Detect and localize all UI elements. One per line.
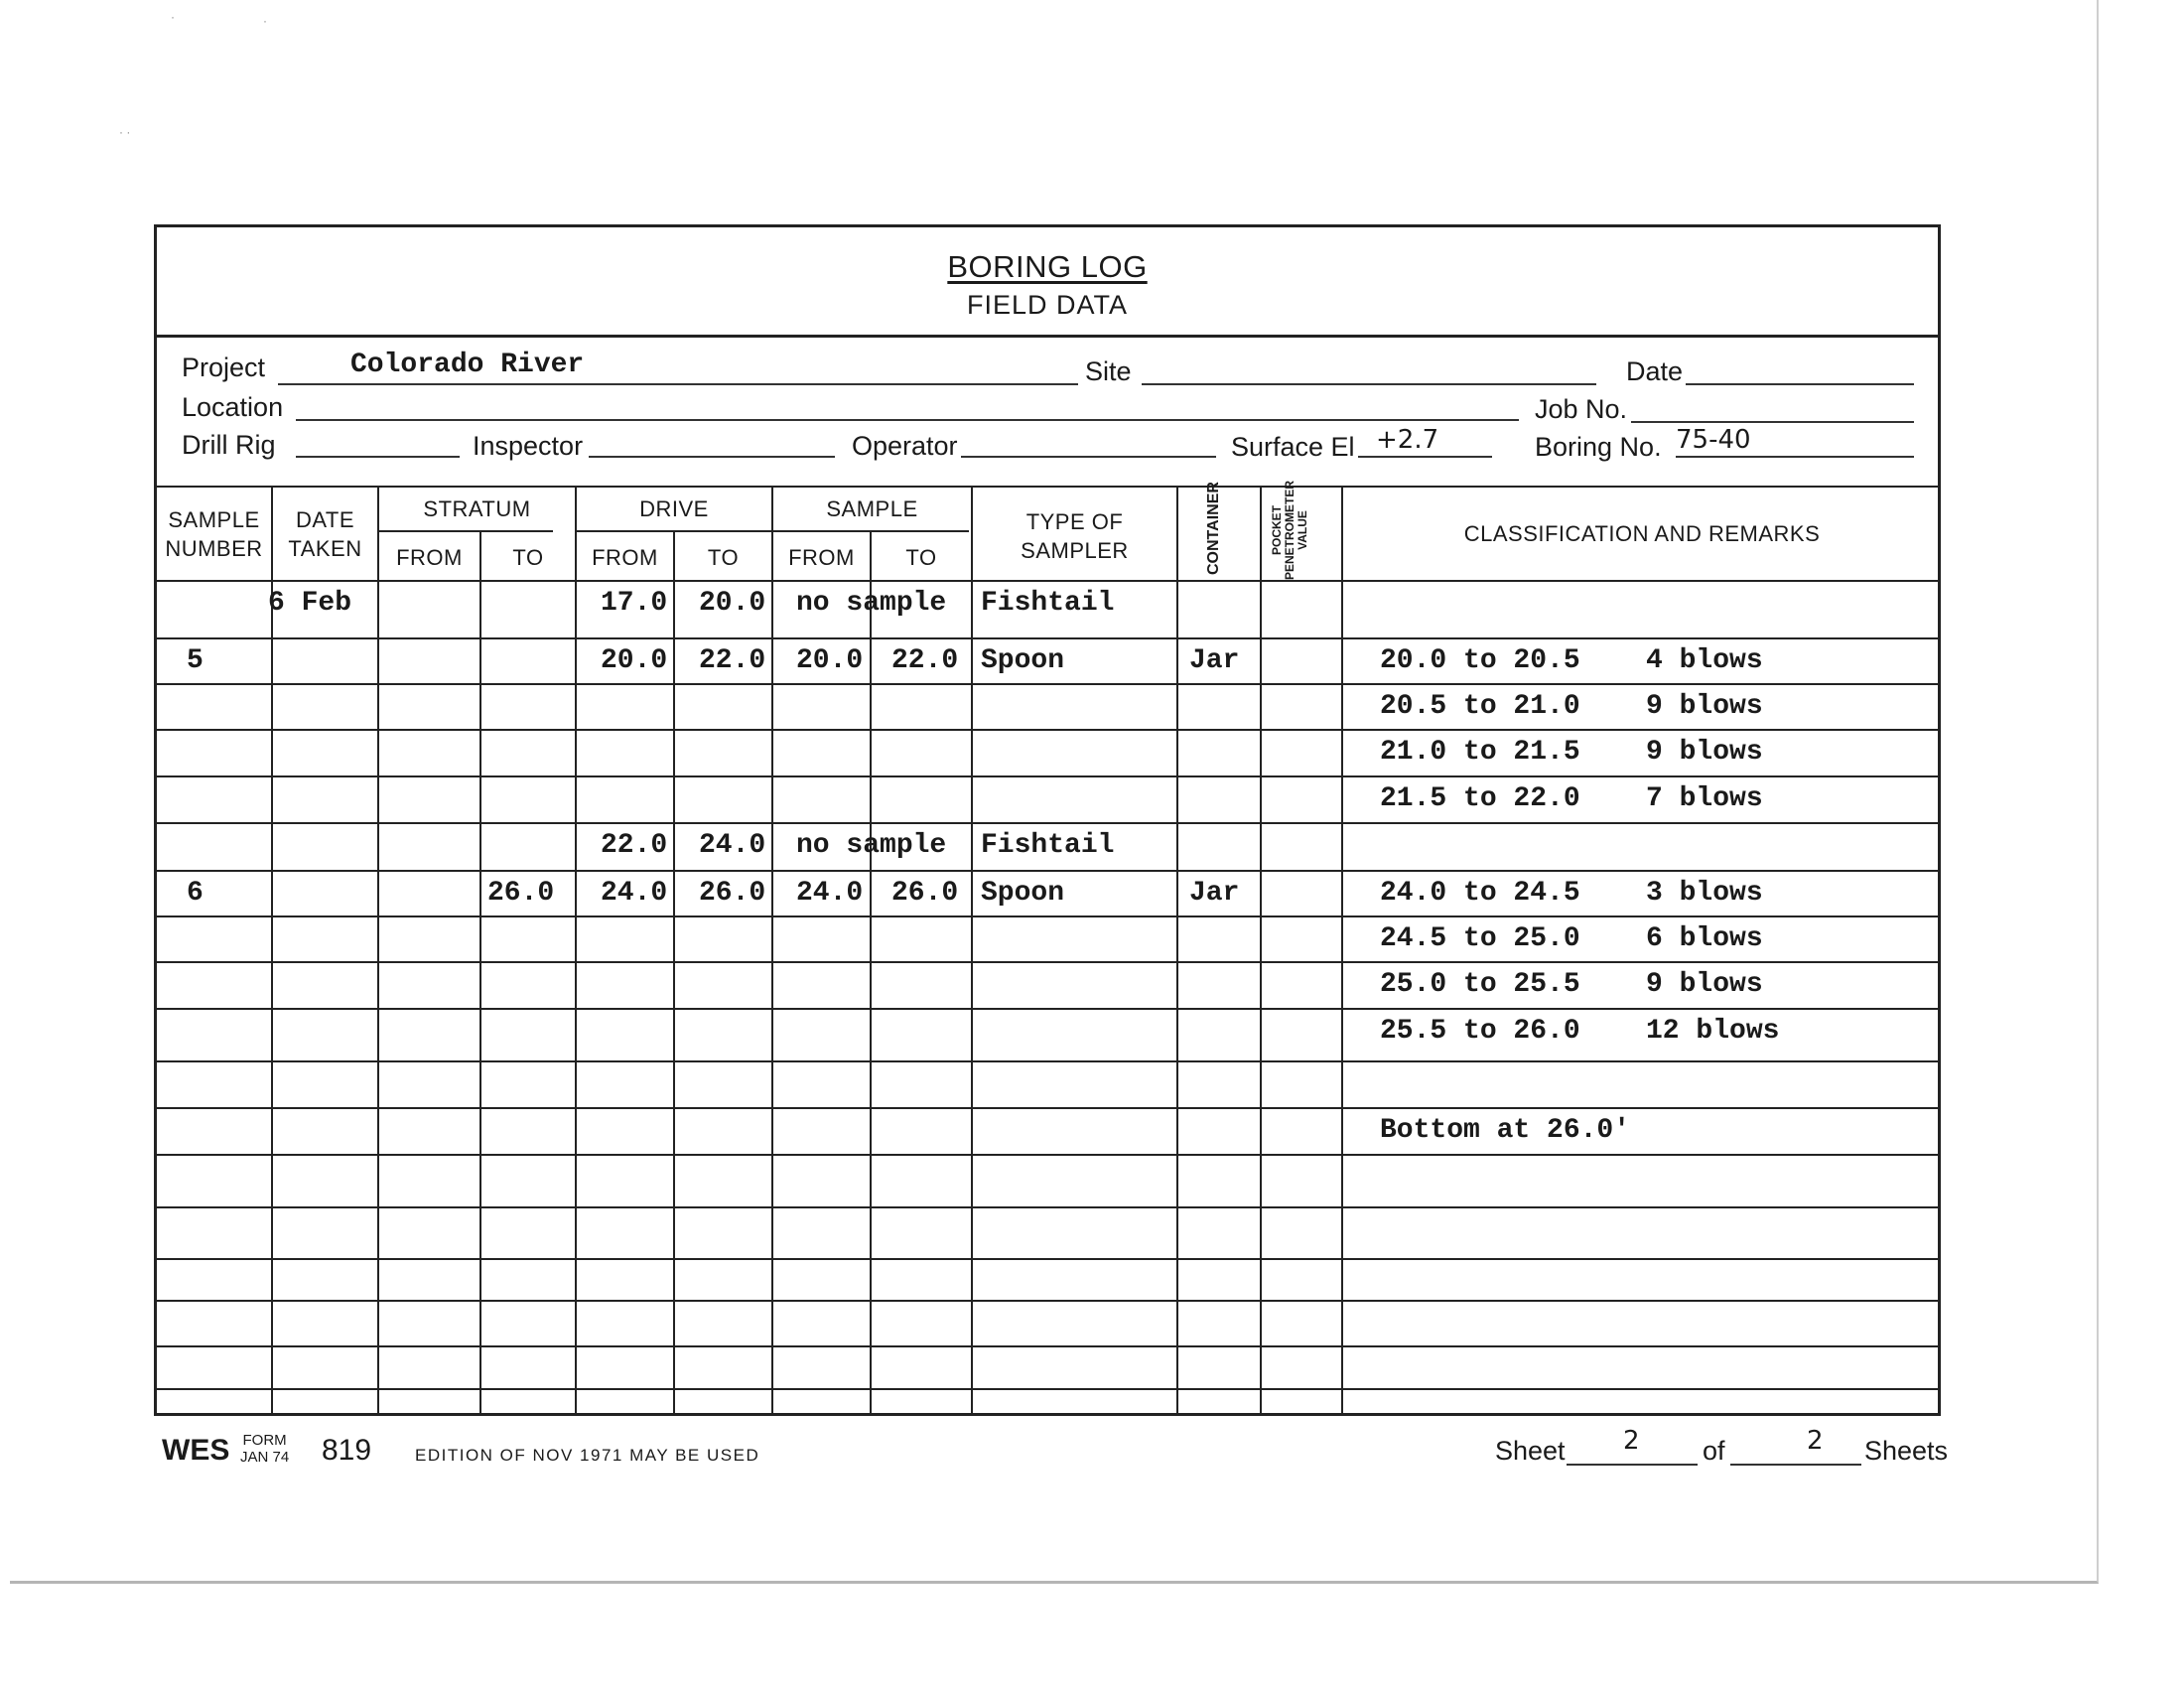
boring-no-value: 75-40 (1676, 425, 1751, 455)
sample-to-cell: 26.0 (891, 878, 959, 909)
sampler-type-cell: Spoon (981, 645, 1065, 676)
form-number: 819 (322, 1434, 372, 1467)
edition-note: EDITION OF NOV 1971 MAY BE USED (415, 1446, 760, 1465)
drive-to-cell: 24.0 (699, 830, 766, 861)
row-rule (157, 775, 1938, 777)
remark-range-cell: 25.0 to 25.5 (1380, 969, 1580, 1000)
header-bottom-rule (157, 580, 1938, 582)
row-rule (157, 1258, 1938, 1260)
project-value: Colorado River (350, 350, 585, 380)
row-rule (157, 683, 1938, 685)
row-rule (157, 1154, 1938, 1156)
row-rule (157, 1388, 1938, 1390)
col-divider (971, 486, 973, 1416)
surface-el-field[interactable] (1358, 456, 1492, 458)
form-title: BORING LOG (947, 249, 1148, 284)
date-taken-cell: 6 Feb (268, 588, 352, 619)
container-cell: Jar (1189, 645, 1240, 676)
site-label: Site (1085, 356, 1132, 386)
row-rule (157, 1060, 1938, 1062)
sampler-type-cell: Fishtail (981, 588, 1115, 619)
drive-from-cell: 22.0 (601, 830, 668, 861)
project-field[interactable] (278, 383, 1078, 385)
col-divider (575, 486, 577, 1416)
drive-from-cell: 24.0 (601, 878, 668, 909)
remark-range-cell: 25.5 to 26.0 (1380, 1016, 1580, 1047)
remark-range-cell: 24.5 to 25.0 (1380, 923, 1580, 954)
drill-rig-label: Drill Rig (182, 430, 276, 460)
remark-blows-cell: 9 blows (1646, 691, 1763, 722)
location-label: Location (182, 392, 284, 422)
table-top-border (157, 486, 1938, 488)
remark-blows-cell: 6 blows (1646, 923, 1763, 954)
remark-blows-cell: 9 blows (1646, 969, 1763, 1000)
date-field[interactable] (1686, 383, 1914, 385)
drive-to-cell: 20.0 (699, 588, 766, 619)
sampler-type-cell: Fishtail (981, 830, 1115, 861)
remark-range-cell: 20.0 to 20.5 (1380, 645, 1580, 676)
sample-header: SAMPLE (826, 496, 918, 521)
col-divider (377, 486, 379, 1416)
stratum-subrule (379, 530, 553, 532)
drill-rig-field[interactable] (296, 456, 460, 458)
row-rule (157, 1345, 1938, 1347)
row-rule (157, 1008, 1938, 1010)
row-rule (157, 822, 1938, 824)
drive-to-cell: 26.0 (699, 878, 766, 909)
sample-to-cell: 22.0 (891, 645, 959, 676)
row-rule (157, 729, 1938, 731)
site-field[interactable] (1142, 383, 1596, 385)
project-label: Project (182, 352, 266, 382)
row-rule (157, 637, 1938, 639)
drive-from-cell: 20.0 (601, 645, 668, 676)
surface-el-label: Surface El (1231, 432, 1355, 462)
scan-speck: · (263, 14, 267, 28)
surface-el-value: +2.7 (1376, 425, 1439, 455)
sample-number-header: SAMPLE NUMBER (165, 507, 263, 561)
sample-from-header: FROM (788, 545, 855, 570)
remark-range-cell: 24.0 to 24.5 (1380, 878, 1580, 909)
row-rule (157, 1107, 1938, 1109)
sheet-label: Sheet (1495, 1436, 1566, 1466)
classification-header: CLASSIFICATION AND REMARKS (1463, 521, 1821, 546)
operator-field[interactable] (961, 456, 1216, 458)
col-divider (673, 530, 675, 1416)
boring-no-field[interactable] (1676, 456, 1914, 458)
form-title-box (157, 227, 1938, 338)
of-field[interactable] (1730, 1464, 1861, 1466)
sample-from-cell: 24.0 (796, 878, 864, 909)
stratum-to-cell: 26.0 (487, 878, 555, 909)
location-field[interactable] (296, 419, 1519, 421)
stratum-to-header: TO (512, 545, 544, 570)
container-header: CONTAINER (1205, 482, 1222, 575)
remark-blows-cell: 9 blows (1646, 737, 1763, 768)
col-divider (1260, 486, 1262, 1416)
remark-range-cell: 21.0 to 21.5 (1380, 737, 1580, 768)
boring-log-form (154, 224, 1941, 1416)
col-divider (1341, 486, 1343, 1416)
col-divider (771, 486, 773, 1416)
date-label: Date (1626, 356, 1684, 386)
of-value: 2 (1807, 1426, 1824, 1456)
inspector-field[interactable] (589, 456, 835, 458)
remark-blows-cell: 12 blows (1646, 1016, 1780, 1047)
col-divider (1176, 486, 1178, 1416)
col-divider (870, 530, 872, 1416)
date-taken-header: DATE TAKEN (288, 507, 362, 561)
stratum-header: STRATUM (423, 496, 531, 521)
scan-speck: · (171, 10, 175, 24)
boring-no-label: Boring No. (1535, 432, 1662, 462)
remark-blows-cell: 4 blows (1646, 645, 1763, 676)
pocket-penetrometer-header: POCKET PENETROMETER VALUE (1270, 480, 1309, 580)
operator-label: Operator (852, 431, 958, 461)
sample-from-cell: no sample (796, 830, 947, 861)
sheets-label: Sheets (1864, 1436, 1949, 1466)
drive-to-cell: 22.0 (699, 645, 766, 676)
sample-number-cell: 5 (187, 645, 204, 676)
remark-blows-cell: 3 blows (1646, 878, 1763, 909)
container-cell: Jar (1189, 878, 1240, 909)
sample-number-cell: 6 (187, 878, 204, 909)
row-rule (157, 915, 1938, 917)
job-no-label: Job No. (1535, 394, 1628, 424)
row-rule (157, 870, 1938, 872)
remark-blows-cell: 7 blows (1646, 783, 1763, 814)
inspector-label: Inspector (473, 431, 584, 461)
stratum-from-header: FROM (396, 545, 463, 570)
log-table (157, 480, 1938, 1416)
drive-from-header: FROM (592, 545, 658, 570)
remark-range-cell: Bottom at 26.0' (1380, 1115, 1631, 1146)
col-divider (479, 530, 481, 1416)
sample-from-cell: no sample (796, 588, 947, 619)
sample-to-header: TO (905, 545, 937, 570)
agency-label: WES (162, 1434, 230, 1467)
of-label: of (1703, 1436, 1725, 1466)
drive-to-header: TO (707, 545, 740, 570)
col-divider (271, 486, 273, 1416)
row-rule (157, 1300, 1938, 1302)
sampler-type-cell: Spoon (981, 878, 1065, 909)
sheet-field[interactable] (1567, 1464, 1698, 1466)
row-rule (157, 1206, 1938, 1208)
sheet-value: 2 (1623, 1426, 1640, 1456)
drive-from-cell: 17.0 (601, 588, 668, 619)
scan-speck: · · (119, 125, 131, 139)
drive-header: DRIVE (639, 496, 709, 521)
type-of-sampler-header: TYPE OF SAMPLER (1021, 509, 1129, 563)
form-subtitle: FIELD DATA (966, 290, 1129, 320)
row-rule (157, 961, 1938, 963)
remark-range-cell: 21.5 to 22.0 (1380, 783, 1580, 814)
job-no-field[interactable] (1631, 421, 1914, 423)
remark-range-cell: 20.5 to 21.0 (1380, 691, 1580, 722)
form-label: FORM JAN 74 (240, 1432, 290, 1466)
sample-from-cell: 20.0 (796, 645, 864, 676)
